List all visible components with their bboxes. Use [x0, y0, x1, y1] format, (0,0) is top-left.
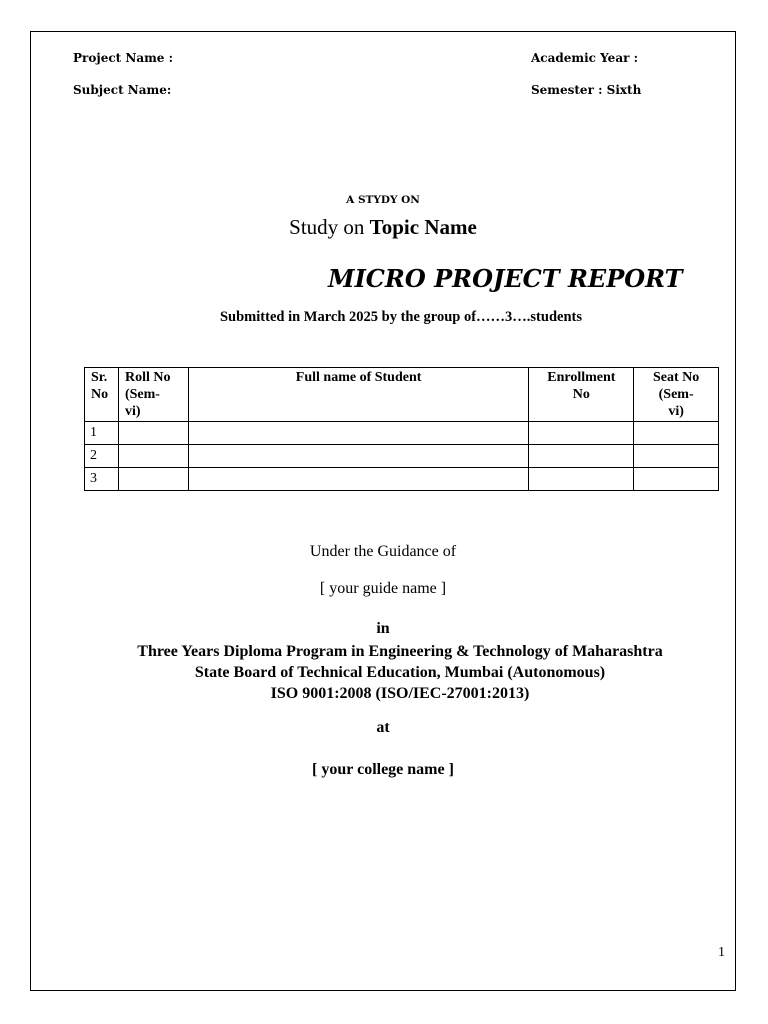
table-row	[85, 468, 719, 491]
guidance-label: Under the Guidance of	[309, 543, 457, 560]
cell-seat-no	[634, 468, 719, 491]
cell-full-name	[188, 468, 529, 491]
cell-sr-no: 2	[85, 445, 119, 468]
page-number: 1	[718, 945, 725, 960]
header-sr-no: Sr. No	[85, 368, 119, 422]
guide-name: [ your guide name ]	[319, 580, 447, 597]
report-title: MICRO PROJECT REPORT	[328, 264, 683, 293]
in-label: in	[376, 620, 390, 637]
cell-roll-no	[118, 422, 188, 445]
header-roll-no: Roll No (Sem- vi)	[118, 368, 188, 422]
cell-enrollment-no	[529, 468, 634, 491]
study-small-heading: A STYDY ON	[346, 194, 420, 206]
cell-roll-no	[118, 445, 188, 468]
submitted-line: Submitted in March 2025 by the group of……3….students	[219, 309, 582, 325]
cell-enrollment-no	[529, 422, 634, 445]
students-table	[84, 367, 719, 491]
college-name: [ your college name ]	[312, 761, 454, 778]
header-seat-no: Seat No (Sem- vi)	[634, 368, 719, 422]
cell-sr-no: 3	[85, 468, 119, 491]
cell-seat-no	[634, 422, 719, 445]
cell-enrollment-no	[529, 445, 634, 468]
header-enrollment-no: Enrollment No	[529, 368, 634, 422]
program-line-2: State Board of Technical Education, Mumbai (Autonomous)	[194, 664, 606, 681]
page-border	[30, 31, 736, 991]
at-label: at	[376, 719, 390, 736]
program-description	[30, 641, 768, 704]
cell-full-name	[188, 445, 529, 468]
academic-year-label: Academic Year :	[531, 51, 639, 65]
table-header-row	[85, 368, 719, 422]
project-name-label: Project Name :	[73, 51, 174, 65]
subject-name-label: Subject Name:	[73, 83, 172, 97]
cell-seat-no	[634, 445, 719, 468]
program-line-1: Three Years Diploma Program in Engineering & Technology of Maharashtra	[137, 643, 663, 660]
cell-roll-no	[118, 468, 188, 491]
table-row	[85, 422, 719, 445]
semester-label: Semester : Sixth	[531, 83, 642, 97]
program-line-3: ISO 9001:2008 (ISO/IEC-27001:2013)	[270, 685, 530, 702]
table-row	[85, 445, 719, 468]
study-prefix: Study on	[289, 215, 370, 239]
header-full-name: Full name of Student	[188, 368, 529, 422]
cell-full-name	[188, 422, 529, 445]
cell-sr-no: 1	[85, 422, 119, 445]
topic-name: Topic Name	[369, 215, 477, 239]
study-topic-line	[30, 215, 736, 240]
